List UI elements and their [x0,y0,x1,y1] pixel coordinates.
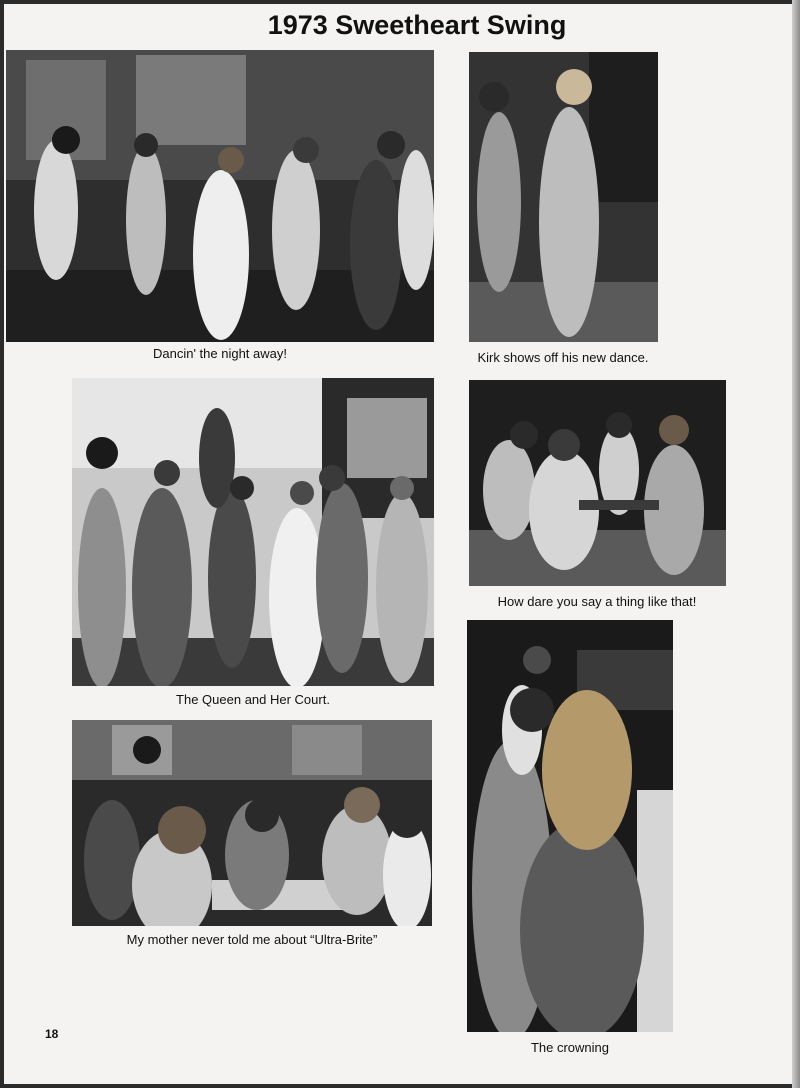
page-title: 1973 Sweetheart Swing [267,10,567,40]
photo-ultra-brite [72,720,432,926]
photo-table-talk [469,380,726,586]
photo-dancing [6,50,434,342]
photo-ultra-brite-caption: My mother never told me about “Ultra-Brite” [126,932,378,947]
photo-crowning [467,620,673,1032]
photo-crowning-caption: The crowning [530,1040,610,1055]
photo-queen-court [72,378,434,686]
page-number: 18 [45,1027,59,1041]
binding-edge [792,0,800,1088]
photo-kirk-dance [469,52,658,342]
photo-queen-court-caption: The Queen and Her Court. [176,692,330,707]
photo-dancing-caption: Dancin' the night away! [152,346,287,361]
photo-kirk-dance-caption: Kirk shows off his new dance. [477,350,649,365]
photo-table-talk-caption: How dare you say a thing like that! [497,594,697,609]
